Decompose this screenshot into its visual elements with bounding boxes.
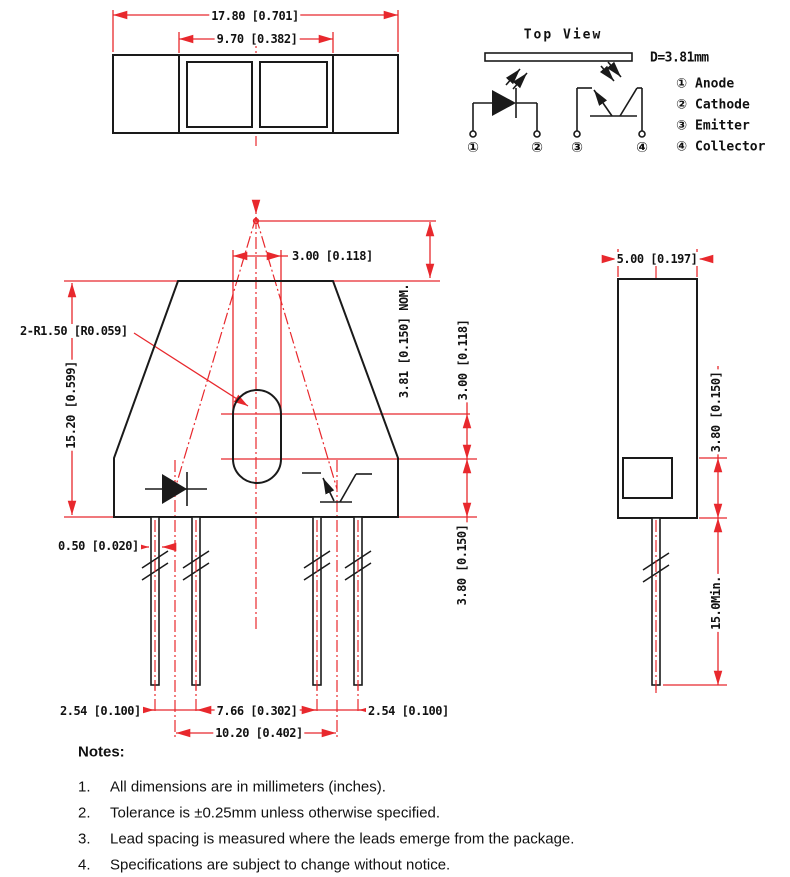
note-item-3 (78, 831, 574, 848)
side-view-drawing (618, 279, 697, 685)
led-symbol (473, 88, 537, 131)
package-top-outline (113, 55, 398, 133)
note-number-2: 2. (78, 804, 91, 822)
dim-lead-width: 0.50 [0.020] (58, 539, 139, 553)
dim-slot-centers: 3.00 [0.118] (456, 319, 470, 401)
light-emission-arrows (506, 69, 527, 89)
reflector-distance-label: D=3.81mm (650, 50, 709, 66)
schematic-title: Top View (523, 27, 603, 43)
note-number-4: 4. (78, 856, 91, 874)
note-text-3: Lead spacing is measured where the leads emerge from the package. (110, 830, 575, 848)
pin-marker-4: ④ (636, 140, 648, 156)
dim-top-window-width: 9.70 [0.382] (216, 32, 298, 46)
legend-collector (676, 140, 765, 155)
schematic (470, 53, 645, 137)
legend-anode-label: Anode (695, 76, 735, 92)
pin2-circle-icon: ② (676, 97, 688, 113)
note-text-1: All dimensions are in millimeters (inches). (110, 778, 386, 796)
pin-marker-3: ③ (571, 140, 583, 156)
note-item-2 (78, 805, 440, 822)
lead-center-lines-overlay (155, 520, 656, 690)
pin-marker-2: ② (531, 140, 543, 156)
dim-side-step-height: 3.80 [0.150] (709, 371, 723, 453)
note-number-3: 3. (78, 830, 91, 848)
legend-collector-label: Collector (695, 139, 766, 155)
mounting-slot (233, 390, 281, 483)
dim-pair-span: 7.66 [0.302] (216, 704, 298, 718)
note-item-4 (78, 857, 450, 874)
front-led-symbol (145, 472, 207, 506)
dim-pair-centers: 10.20 [0.402] (215, 726, 303, 740)
package-side-outline (618, 279, 697, 518)
optical-axis-left (175, 217, 256, 489)
legend-cathode-label: Cathode (695, 97, 750, 113)
dim-top-overall-width: 17.80 [0.701] (211, 9, 299, 23)
dim-lead-pitch-right: 2.54 [0.100] (368, 704, 449, 718)
legend-cathode (676, 98, 750, 113)
notes-heading: Notes: (78, 743, 125, 761)
dim-side-lead-length: 15.0Min. (709, 576, 723, 630)
dim-apex-nominal: 3.81 [0.150] NOM. (397, 283, 411, 399)
phototransistor-symbol (577, 88, 642, 131)
reflector-bar (485, 53, 632, 61)
note-number-1: 1. (78, 778, 91, 796)
light-reflection-arrows (601, 62, 621, 81)
legend-anode (676, 77, 734, 92)
pin-marker-1: ① (467, 140, 479, 156)
note-text-4: Specifications are subject to change without notice. (110, 856, 451, 874)
top-view-drawing (113, 55, 398, 133)
legend-emitter (676, 119, 750, 134)
pin4-circle-icon: ④ (676, 139, 688, 155)
dim-side-width: 5.00 [0.197] (616, 252, 698, 266)
radius-leader (134, 333, 248, 406)
dim-slot-to-base: 3.80 [0.150] (455, 524, 469, 606)
legend-emitter-label: Emitter (695, 118, 750, 134)
note-text-2: Tolerance is ±0.25mm unless otherwise specified. (110, 804, 441, 822)
note-item-1 (78, 779, 386, 796)
schematic-pin-terminals (470, 131, 645, 137)
dim-lead-pitch-left: 2.54 [0.100] (60, 704, 141, 718)
dim-corner-radius: 2-R1.50 [R0.059] (20, 324, 128, 338)
pin1-circle-icon: ① (676, 76, 688, 92)
front-view-dimension-lines (64, 203, 477, 737)
pin3-circle-icon: ③ (676, 118, 688, 134)
dim-package-height: 15.20 [0.599] (64, 361, 78, 449)
dim-slot-width: 3.00 [0.118] (292, 249, 373, 263)
